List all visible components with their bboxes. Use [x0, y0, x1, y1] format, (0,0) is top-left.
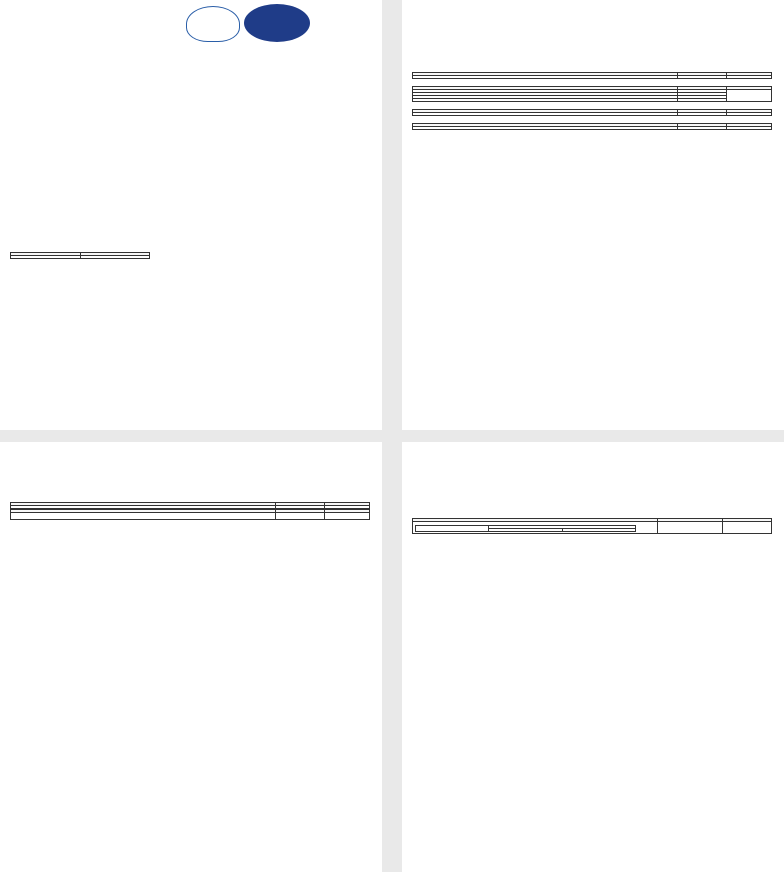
conclusion-level [80, 256, 150, 259]
cnas-logo [244, 4, 310, 42]
conclusion [10, 252, 150, 259]
report-page-1 [0, 0, 382, 430]
ilac-mra-logo [186, 6, 240, 42]
conclusion-sample [11, 256, 81, 259]
page2-body [412, 58, 772, 130]
clause-7-9-2-table [412, 518, 772, 534]
clause-7-4-table [412, 72, 772, 79]
conclusion-table [10, 252, 150, 259]
report-page-4 [402, 442, 784, 872]
clause-7-5-table [412, 86, 772, 102]
classification-table [415, 525, 636, 532]
clause-7-8-table [10, 502, 370, 509]
page4-body [412, 518, 772, 544]
clause-7-7-table [412, 123, 772, 130]
paraffin-head [562, 529, 635, 532]
comment-cell [727, 90, 772, 102]
clause-7-6-table [412, 109, 772, 116]
comment-cell [325, 513, 370, 520]
class-head [416, 526, 489, 532]
result-cell [658, 522, 723, 534]
nacl-head [489, 529, 562, 532]
report-page-3 [0, 442, 382, 872]
report-page-2 [402, 0, 784, 430]
comment-cell [727, 127, 772, 130]
client-block [10, 62, 370, 68]
clause-7-9-1-table [10, 509, 370, 520]
comment-cell [723, 522, 772, 534]
requirement-cell [413, 127, 678, 130]
page3-body [10, 502, 370, 529]
result-cell [276, 513, 325, 520]
result-cell [678, 127, 727, 130]
